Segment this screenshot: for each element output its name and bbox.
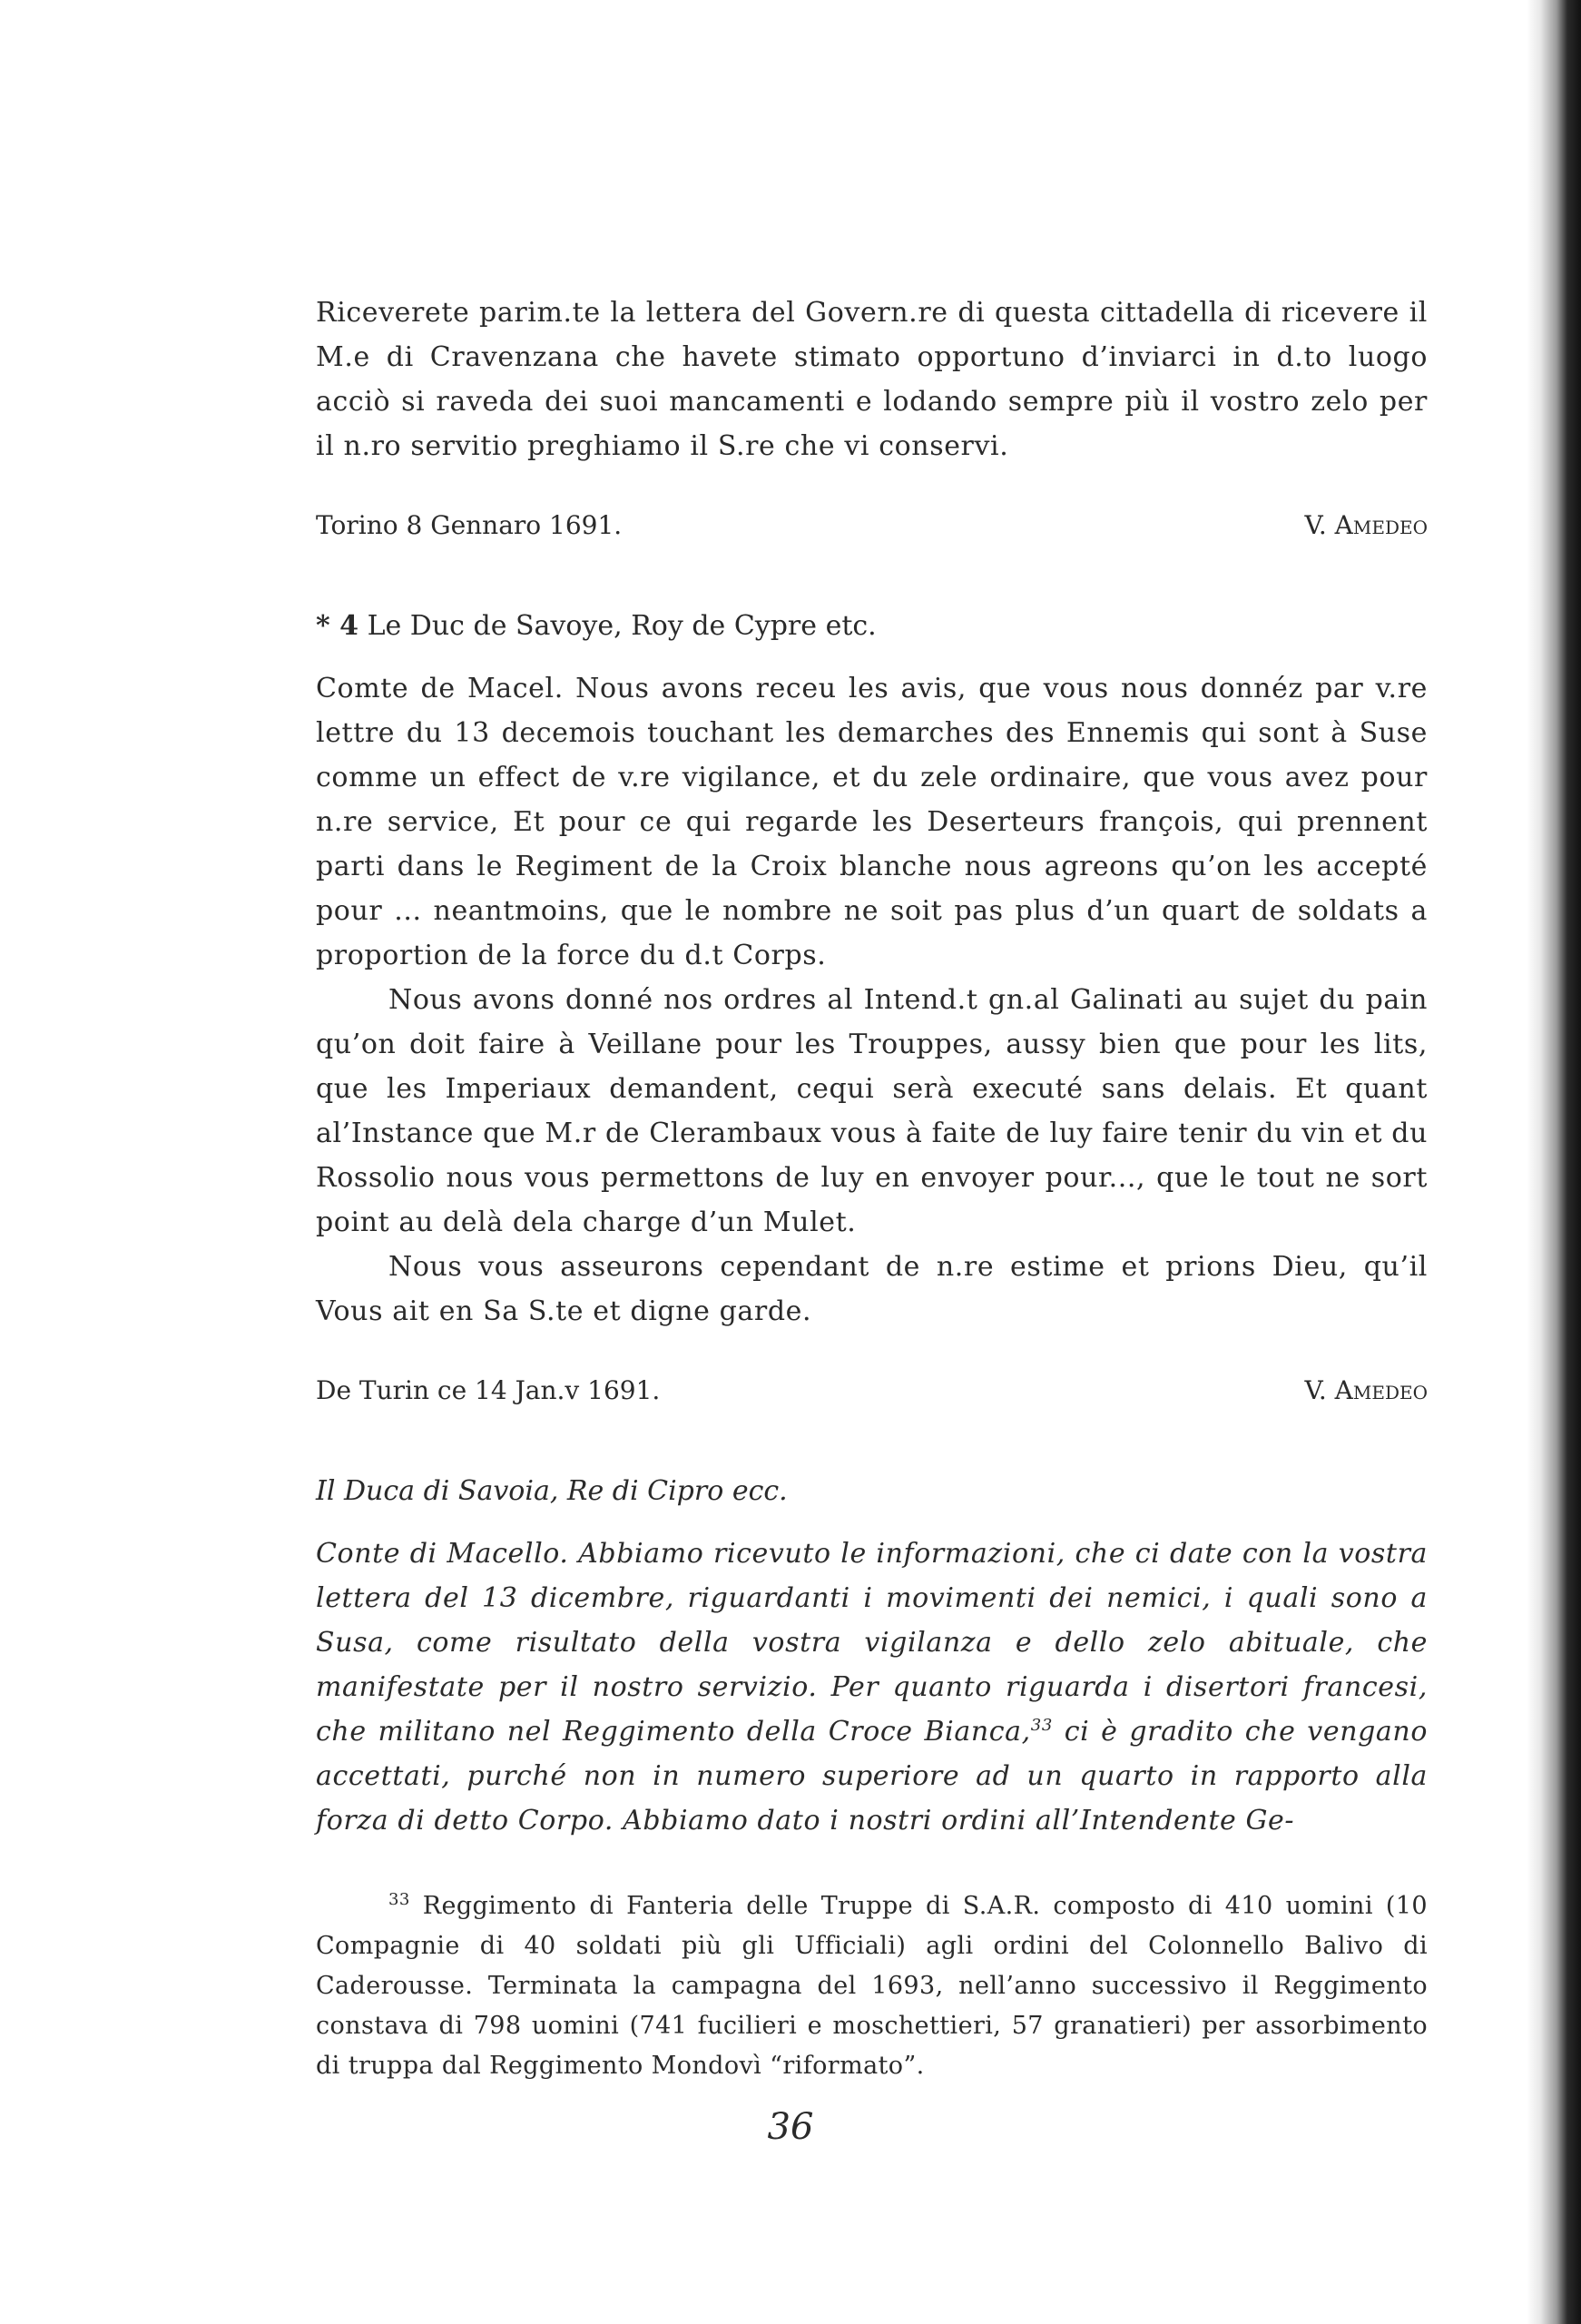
translation-text-b: ci è gradito che vengano accettati, purché non in numero superiore ad un quarto in rapporto alla forza di detto Corpo. Abbiamo dato i nostri ordini all’Intendente Ge- xyxy=(316,1716,1428,1837)
footnote xyxy=(316,1886,1428,2086)
document-number: * 4 xyxy=(316,610,359,642)
page-number: 36 xyxy=(767,2106,814,2148)
paragraph-french-3: Nous vous asseurons cependant de n.re estime et prions Dieu, qu’il Vous ait en Sa S.te et digne garde. xyxy=(316,1251,1428,1327)
paragraph-french-1: Comte de Macel. Nous avons receu les avis, que vous nous donnéz par v.re lettre du 13 decemois touchant les demarches des Ennemis qui sont à Suse comme un effect de v.re vigilance, et du zele ordinaire, que vous avez pour n.re service, Et pour ce qui regarde les Deserteurs françois, qui prennent parti dans le Regiment de la Croix blanche nous agreons qu’on les accepté pour ... neantmoins, que le nombre ne soit pas plus d’un quart de soldats a proportion de la force du d.t Corps. xyxy=(316,673,1428,971)
signer: V. Amedeo xyxy=(1304,1375,1428,1405)
translation-heading: Il Duca di Savoia, Re di Cipro ecc. xyxy=(316,1475,788,1507)
document-heading xyxy=(316,604,1428,648)
footnote-number: 33 xyxy=(388,1890,410,1909)
signer: V. Amedeo xyxy=(1304,510,1428,540)
paragraph-letter-3-end: Riceverete parim.te la lettera del Govern.re di questa cittadella di ricevere il M.e di Cravenzana che havete stimato opportuno d’inviarci in d.to luogo acciò si raveda dei suoi mancamenti e lodando sempre più il vostro zelo per il n.ro servitio preghiamo il S.re che vi conservi. xyxy=(316,297,1428,462)
signature-line-2 xyxy=(316,1368,1428,1413)
signature-line-1 xyxy=(316,503,1428,547)
place-date: De Turin ce 14 Jan.v 1691. xyxy=(316,1375,661,1405)
paragraph-french-2: Nous avons donné nos ordres al Intend.t gn.al Galinati au sujet du pain qu’on doit faire à Veillane pour les Trouppes, aussy bien que pour les lits, que les Imperiaux demandent, cequi serà executé sans delais. Et quant al’Instance que M.r de Clerambaux vous à faite de luy faire tenir du vin et du Rossolio nous vous permettons de luy en envoyer pour..., que le tout ne sort point au delà dela charge d’un Mulet. xyxy=(316,984,1428,1238)
translation-text-a: Conte di Macello. Abbiamo ricevuto le informazioni, che ci date con la vostra lettera del 13 dicembre, riguardanti i movimenti dei nemici, i quali sono a Susa, come risultato della vostra vigilanza e dello zelo abituale, che manifestate per il nostro servizio. Per quanto riguarda i disertori francesi, che militano nel Reggimento della Croce Bianca, xyxy=(316,1538,1428,1748)
document-title: Le Duc de Savoye, Roy de Cypre etc. xyxy=(367,610,877,642)
paragraph-translation xyxy=(316,1531,1428,1843)
place-date: Torino 8 Gennaro 1691. xyxy=(316,510,623,540)
page-body xyxy=(316,290,1428,2086)
book-spine-shadow xyxy=(1527,0,1581,2324)
footnote-reference: 33 xyxy=(1030,1716,1053,1735)
footnote-text: Reggimento di Fanteria delle Truppe di S.A.R. composto di 410 uomini (10 Compagnie di 40 soldati più gli Ufficiali) agli ordini del Colonnello Balivo di Caderousse. Terminata la campagna del 1693, nell’anno successivo il Reggimento constava di 798 uomini (741 fucilieri e moschettieri, 57 granatieri) per assorbimento di truppa dal Reggimento Mondovì “riformato”. xyxy=(316,1892,1428,2080)
